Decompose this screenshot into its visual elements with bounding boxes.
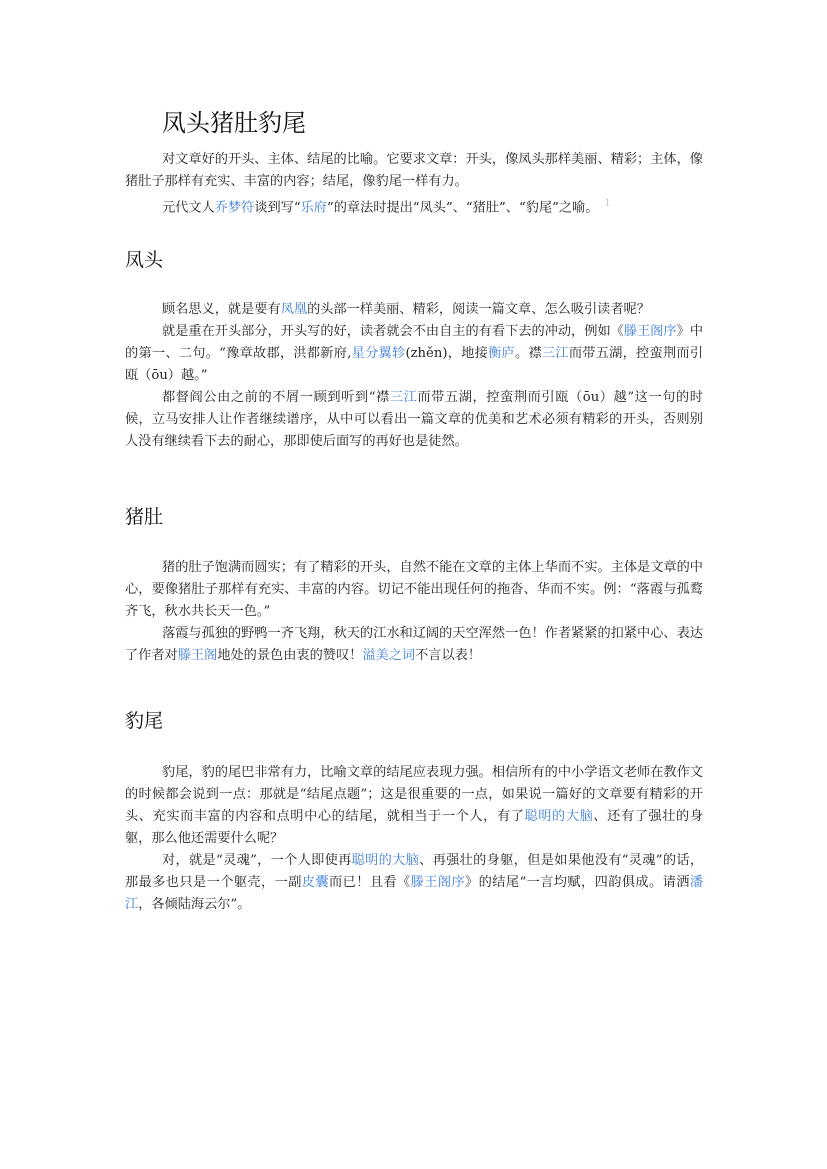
section-heading-baowei: 豹尾	[125, 710, 164, 732]
link-sanjiang-2[interactable]: 三江	[389, 390, 418, 405]
baowei-paragraph-2: 对，就是“灵魂”，一个人即使再聪明的大脑、再强壮的身躯，但是如果他没有“灵魂”的话，那最多也只是一个躯壳，一副皮囊而已！且看《滕王阁序》的结尾“一言均赋，四韵俱成。请洒潘江，各倾陆海云尔”。	[125, 853, 704, 912]
link-pinang[interactable]: 皮囊	[301, 875, 330, 890]
intro-paragraph-2: 元代文人乔梦符谈到写“乐府”的章法时提出“凤头”、“猪肚”、“豹尾”之喻。 $^1$	[162, 198, 611, 216]
zhudu-paragraph-1: 猪的肚子饱满而圆实；有了精彩的开头，自然不能在文章的主体上华而不实。主体是文章的中心，要像猪肚子那样有充实、丰富的内容。切记不能出现任何的拖沓、华而不实。例：“落霞与孤鹜齐飞，秋水共长天一色。”	[125, 560, 703, 619]
link-panjiang[interactable]: 潘江	[125, 875, 704, 912]
section-heading-zhudu: 猪肚	[125, 506, 164, 528]
fengtou-paragraph-3: 都督阎公由之前的不屑一顾到听到“襟三江而带五湖，控蛮荆而引瓯（ōu）越”这一句的时候，立马安排人让作者继续谱序，从中可以看出一篇文章的优美和艺术必须有精彩的开头，否则别人没有继续看下去的耐心，那即使后面写的再好也是徒然。	[125, 390, 703, 449]
page-title: 凤头猪肚豹尾	[162, 109, 306, 137]
reference-marker[interactable]: 1	[604, 198, 611, 209]
link-fenghuang[interactable]: 凤凰	[280, 302, 308, 317]
link-tengwangge-xu-2[interactable]: 滕王阁序	[410, 875, 466, 890]
section-baowei	[125, 762, 703, 916]
section-heading-fengtou: 凤头	[125, 249, 164, 271]
link-tengwangge-xu[interactable]: 滕王阁序	[623, 324, 677, 339]
intro-section	[125, 149, 703, 219]
link-xingfen-yizhen[interactable]: 星分翼轸	[351, 346, 406, 361]
fengtou-paragraph-2: 就是重在开头部分，开头写的好，读者就会不由自主的有看下去的冲动，例如《滕王阁序》中的第一、二句。“豫章故郡，洪都新府,星分翼轸(zhěn)，地接衡庐。襟三江而带五湖，控蛮荆而引瓯（ōu）越。”	[125, 324, 704, 383]
link-congming-danao-2[interactable]: 聪明的大脑	[351, 853, 420, 868]
link-qiao-mengfu[interactable]: 乔梦符	[214, 200, 255, 216]
link-yimei-zhici[interactable]: 溢美之词	[362, 648, 416, 663]
section-zhudu	[125, 557, 703, 667]
link-congming-danao[interactable]: 聪明的大脑	[524, 809, 594, 824]
link-yuefu[interactable]: 乐府	[300, 200, 327, 216]
link-sanjiang[interactable]: 三江	[541, 346, 569, 361]
section-fengtou	[125, 299, 703, 453]
fengtou-paragraph-1: 顾名思义，就是要有凤凰的头部一样美丽、精彩，阅读一篇文章、怎么吸引读者呢？	[162, 302, 650, 317]
link-henglu[interactable]: 衡庐	[488, 346, 515, 361]
link-tengwangge[interactable]: 滕王阁	[177, 648, 218, 663]
baowei-paragraph-1: 豹尾，豹的尾巴非常有力，比喻文章的结尾应表现力强。相信所有的中小学语文老师在教作文的时候都会说到一点：那就是“结尾点题”；这是很重要的一点，如果说一篇好的文章要有精彩的开头、充实而丰富的内容和点明中心的结尾，就相当于一个人，有了聪明的大脑、还有了强壮的身躯，那么他还需要什么呢？	[125, 765, 704, 846]
intro-paragraph-1: 对文章好的开头、主体、结尾的比喻。它要求文章：开头，像凤头那样美丽、精彩；主体，像猪肚子那样有充实、丰富的内容；结尾，像豹尾一样有力。	[125, 152, 703, 189]
zhudu-paragraph-2: 落霞与孤独的野鸭一齐飞翔，秋天的江水和辽阔的天空浑然一色！作者紧紧的扣紧中心、表达了作者对滕王阁地处的景色由衷的赞叹！溢美之词不言以表！	[125, 626, 703, 663]
